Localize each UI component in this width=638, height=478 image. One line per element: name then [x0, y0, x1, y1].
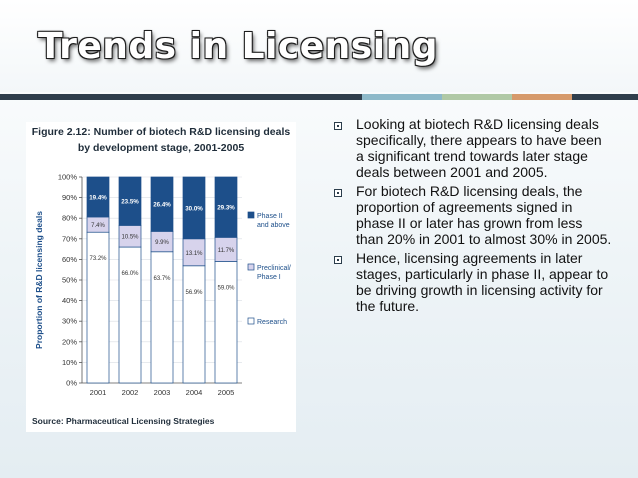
bar-segment	[151, 252, 173, 383]
legend-label: Research	[257, 319, 287, 326]
square-bullet-icon	[334, 122, 342, 130]
legend-label: and above	[257, 222, 290, 229]
bullet-item	[332, 116, 612, 180]
data-label: 66.0%	[121, 271, 139, 278]
legend-label: Phase II	[257, 213, 283, 220]
data-label: 29.3%	[217, 204, 235, 212]
bullet-list	[332, 116, 612, 317]
data-label: 26.4%	[153, 201, 171, 209]
x-tick-label: 2003	[153, 388, 171, 397]
bullet-text: Hence, licensing agreements in later stages, particularly in phase II, appear to be driving growth in licensing activity for the future.	[356, 250, 609, 314]
slide-title: Trends in Licensing	[38, 26, 438, 67]
bar-segment	[119, 247, 141, 383]
accent-segment-green	[442, 94, 512, 100]
data-label: 10.5%	[121, 234, 139, 241]
figure-panel	[26, 122, 296, 432]
legend-swatch	[248, 264, 254, 270]
data-label: 73.2%	[89, 256, 107, 263]
y-tick-label: 0%	[66, 378, 77, 388]
y-tick-label: 40%	[61, 296, 77, 306]
bar-segment	[87, 232, 109, 383]
figure-title-line1: Figure 2.12: Number of biotech R&D licensing deals	[31, 126, 291, 138]
accent-segment-orange	[512, 94, 572, 100]
square-bullet-icon	[334, 256, 342, 264]
y-tick-label: 80%	[61, 213, 77, 223]
y-tick-label: 90%	[61, 193, 77, 203]
data-label: 23.5%	[121, 198, 139, 206]
bullet-text: For biotech R&D licensing deals, the proportion of agreements signed in phase II or later has grown from less than 20% in 2001 to almost 30% in 2005.	[356, 183, 612, 247]
y-tick-label: 60%	[61, 254, 77, 264]
data-label: 9.9%	[155, 240, 169, 247]
data-label: 11.7%	[217, 247, 235, 254]
figure-title-line2: by development stage, 2001-2005	[77, 142, 245, 154]
figure-source: Source: Pharmaceutical Licensing Strategies	[32, 416, 215, 426]
bar-segment	[215, 261, 237, 383]
data-label: 63.7%	[153, 275, 171, 282]
y-tick-label: 70%	[61, 234, 77, 244]
legend-label: Preclinical/	[257, 265, 291, 272]
legend-swatch	[248, 318, 254, 324]
accent-segment-blue	[362, 94, 442, 100]
x-tick-label: 2004	[185, 388, 203, 397]
bullet-text: Looking at biotech R&D licensing deals specifically, there appears to have been a significant trend towards later stage deals between 2001 and 2005.	[356, 116, 602, 180]
data-label: 19.4%	[89, 194, 107, 202]
y-tick-label: 100%	[57, 172, 77, 182]
legend-label: Phase I	[257, 274, 281, 281]
data-label: 59.0%	[217, 285, 235, 292]
data-label: 56.9%	[185, 289, 203, 296]
bar-segment	[183, 266, 205, 383]
accent-bar	[0, 94, 638, 100]
accent-segment-dark	[0, 94, 362, 100]
y-tick-label: 20%	[61, 337, 77, 347]
legend-swatch	[248, 212, 254, 218]
data-label: 13.1%	[185, 250, 203, 257]
x-tick-label: 2001	[89, 388, 107, 397]
y-tick-label: 50%	[61, 275, 77, 285]
data-label: 7.4%	[91, 223, 105, 230]
bullet-item	[332, 250, 612, 314]
x-tick-label: 2002	[121, 388, 139, 397]
square-bullet-icon	[334, 189, 342, 197]
y-tick-label: 30%	[61, 316, 77, 326]
x-tick-label: 2005	[217, 388, 235, 397]
bullet-item	[332, 183, 612, 247]
stacked-bar-chart	[26, 122, 296, 414]
accent-segment-dark-end	[572, 94, 638, 100]
data-label: 30.0%	[185, 205, 203, 213]
y-tick-label: 10%	[61, 357, 77, 367]
y-axis-label: Proportion of R&D licensing deals	[34, 211, 44, 349]
